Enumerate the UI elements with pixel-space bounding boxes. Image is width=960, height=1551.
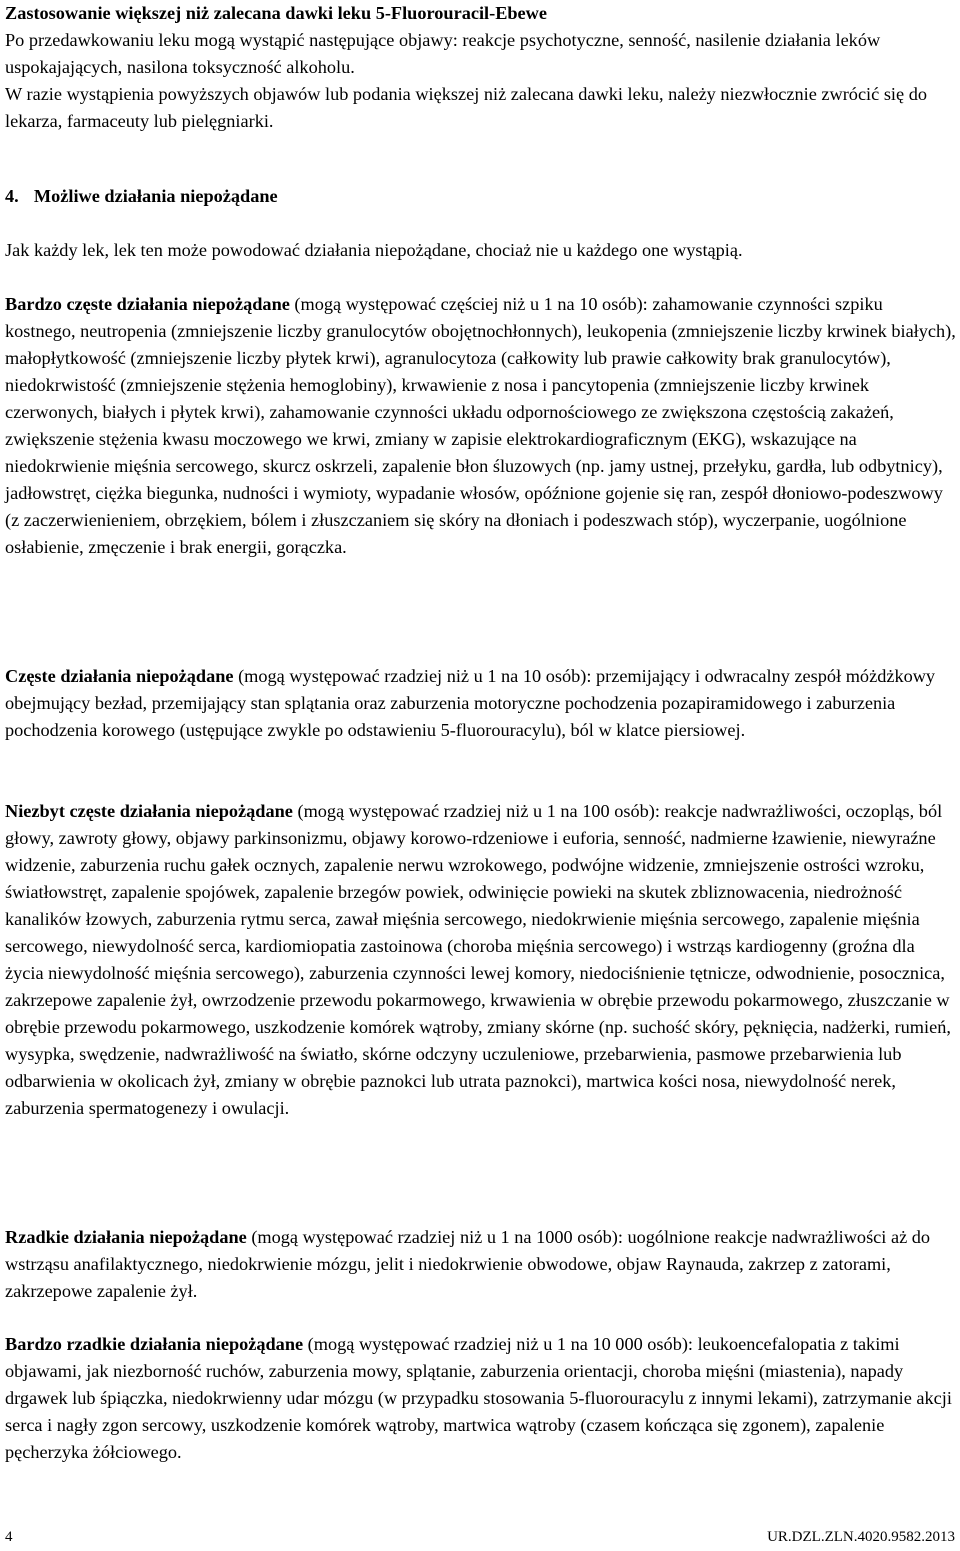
very-rare-paragraph <box>5 1331 957 1466</box>
uncommon-text: (mogą występować rzadziej niż u 1 na 100 osób): reakcje nadwrażliwości, oczopląs, ból głowy, zawroty głowy, objawy parkinsonizmu, objawy korowo-rdzeniowe i euforia, senność, nadmierne łzawienie, niewyraźne widzenie, zaburzenia ruchu gałek ocznych, zapalenie nerwu wzrokowego, podwójne widzenie, zmniejszenie ostrości wzroku, światłowstręt, zapalenie spojówek, zapalenie brzegów powiek, odwinięcie powieki na skutek zbliznowacenia, niedrożność kanalików łzowych, zaburzenia rytmu serca, zawał mięśnia sercowego, niedokrwienie mięśnia sercowego, zapalenie mięśnia sercowego, niewydolność serca, kardiomiopatia zastoinowa (choroba mięśnia sercowego) i wstrząs kardiogenny (groźna dla życia niewydolność mięśnia sercowego), zaburzenia czynności lewej komory, niedociśnienie tętnicze, odwodnienie, posocznica, zakrzepowe zapalenie żył, owrzodzenie przewodu pokarmowego, krwawienia w obrębie przewodu pokarmowego, złuszczanie w obrębie przewodu pokarmowego, uszkodzenie komórek wątroby, zmiany skórne (np. suchość skóry, pęknięcia, nadżerki, rumień, wysypka, swędzenie, nadwrażliwość na światło, skórne odczyny uczuleniowe, przebarwienia, pasmowe przebarwienia lub odbarwienia w okolicach żył, zmiany w obrębie paznokci lub utrata paznokci), martwica kości nosa, niewydolność nerek, zaburzenia spermatogenezy i owulacji. <box>5 801 951 1118</box>
intro-text: Jak każdy lek, lek ten może powodować działania niepożądane, chociaż nie u każdego one wystąpią. <box>5 240 743 260</box>
uncommon-paragraph <box>5 798 957 1122</box>
overdose-section <box>5 0 957 135</box>
rare-text: (mogą występować rzadziej niż u 1 na 1000 osób): uogólnione reakcje nadwrażliwości aż do wstrząsu anafilaktycznego, niedokrwienie mózgu, jelit i niedokrwienie obwodowe, objaw Raynauda, zakrzep z zatorami, zakrzepowe zapalenie żył. <box>5 1227 931 1301</box>
section-number: 4. <box>5 186 19 206</box>
very-common-text: (mogą występować częściej niż u 1 na 10 osób): zahamowanie czynności szpiku kostnego, neutropenia (zmniejszenie liczby granulocytów obojętnochłonnych), leukopenia (zmniejszenie liczby krwinek białych), małopłytkowość (zmniejszenie liczby płytek krwi), agranulocytoza (całkowity lub prawie całkowity brak granulocytów), niedokrwistość (zmniejszenie stężenia hemoglobiny), krwawienie z nosa i pancytopenia (zmniejszenie liczby krwinek czerwonych, białych i płytek krwi), zahamowanie czynności układu odpornościowego ze zwiększona częstością zakażeń, zwiększenie stężenia kwasu moczowego we krwi, zmiany w zapisie elektrokardiograficznym (EKG), wskazujące na niedokrwienie mięśnia sercowego, skurcz oskrzeli, zapalenie błon śluzowych (np. jamy ustnej, przełyku, gardła, lub odbytnicy), jadłowstręt, ciężka biegunka, nudności i wymioty, wypadanie włosów, opóźnione gojenie się ran, zespół dłoniowo-podeszwowy (z zaczerwienieniem, obrzękiem, bólem i złuszczaniem się skóry na dłoniach i podeszwach stóp), wyczerpanie, uogólnione osłabienie, zmęczenie i brak energii, gorączka. <box>5 294 956 557</box>
common-paragraph <box>5 663 957 744</box>
document-code: UR.DZL.ZLN.4020.9582.2013 <box>767 1529 955 1545</box>
overdose-instructions-text: W razie wystąpienia powyższych objawów lub podania większej niż zalecana dawki leku, należy niezwłocznie zwrócić się do lekarza, farmaceuty lub pielęgniarki. <box>5 84 927 131</box>
overdose-heading: Zastosowanie większej niż zalecana dawki leku 5-Fluorouracil-Ebewe <box>5 3 547 23</box>
section-title: Możliwe działania niepożądane <box>33 186 278 206</box>
uncommon-label: Niezbyt częste działania niepożądane <box>5 801 293 821</box>
overdose-symptoms-text: Po przedawkowaniu leku mogą wystąpić następujące objawy: reakcje psychotyczne, senność, nasilenie działania leków uspokajających, nasilona toksyczność alkoholu. <box>5 30 881 77</box>
section-4-heading <box>5 183 957 210</box>
section-4-intro <box>5 237 957 264</box>
common-label: Częste działania niepożądane <box>5 666 234 686</box>
common-text: (mogą występować rzadziej niż u 1 na 10 osób): przemijający i odwracalny zespół móżdżkowy obejmujący bezład, przemijający stan splątania oraz zaburzenia motoryczne pochodzenia pozapiramidowego i zaburzenia pochodzenia korowego (ustępujące zwykle po odstawieniu 5-fluorouracylu), ból w klatce piersiowej. <box>5 666 936 740</box>
very-common-label: Bardzo częste działania niepożądane <box>5 294 290 314</box>
very-common-paragraph <box>5 291 957 561</box>
rare-label: Rzadkie działania niepożądane <box>5 1227 247 1247</box>
page-number: 4 <box>5 1529 13 1545</box>
rare-paragraph <box>5 1224 957 1305</box>
very-rare-text: (mogą występować rzadziej niż u 1 na 10 000 osób): leukoencefalopatia z takimi objawami, jak niezborność ruchów, zaburzenia mowy, splątanie, zaburzenia orientacji, choroba mięśni (miastenia), napady drgawek lub śpiączka, niedokrwienny udar mózgu (w przypadku stosowania 5-fluorouracylu z innymi lekami), zatrzymanie akcji serca i nagły zgon sercowy, uszkodzenie komórek wątroby, martwica wątroby (czasem kończąca się zgonem), zapalenie pęcherzyka żółciowego. <box>5 1334 952 1462</box>
very-rare-label: Bardzo rzadkie działania niepożądane <box>5 1334 304 1354</box>
